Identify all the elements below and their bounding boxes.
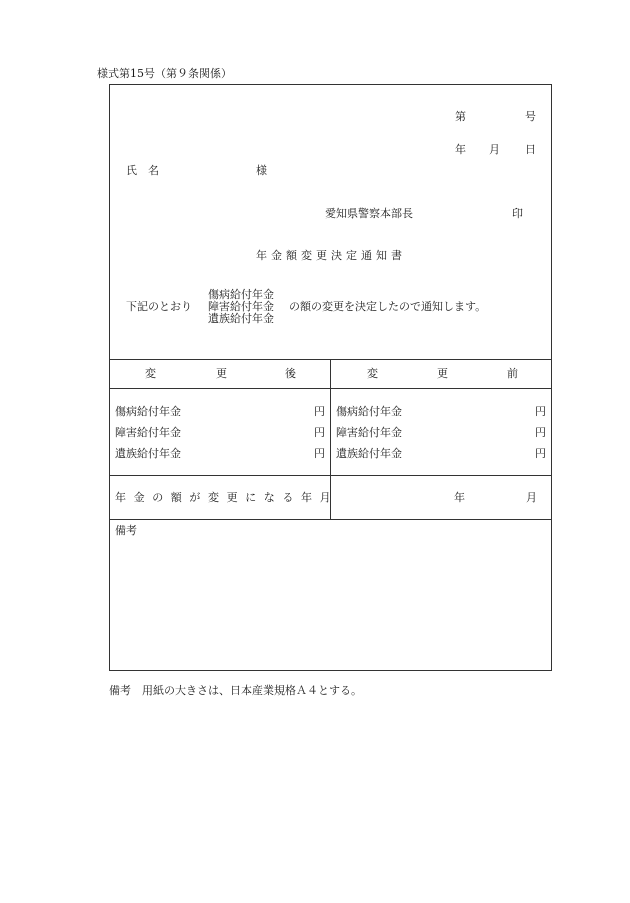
after-row-unit-1: 円 <box>314 405 325 418</box>
form-number: 様式第15号（第９条関係） <box>97 67 232 80</box>
date-day-label: 日 <box>525 143 536 156</box>
number-go-label: 号 <box>525 110 536 123</box>
date-month-label: 月 <box>489 143 500 156</box>
issuer-name: 愛知県警察本部長 <box>325 207 413 220</box>
after-row-unit-2: 円 <box>314 426 325 439</box>
after-heading-3: 後 <box>285 367 296 380</box>
after-row-label-2: 障害給付年金 <box>115 426 181 439</box>
seal-mark: 印 <box>512 207 523 220</box>
notice-prefix: 下記のとおり <box>126 300 192 313</box>
date-year-label: 年 <box>455 143 466 156</box>
change-year-label: 年 <box>454 491 465 504</box>
before-row-unit-1: 円 <box>535 405 546 418</box>
footnote: 備考 用紙の大きさは、日本産業規格Ａ４とする。 <box>109 684 362 697</box>
change-month-label: 月 <box>526 491 537 504</box>
pension-type-2: 障害給付年金 <box>208 300 274 313</box>
before-heading-1: 変 <box>367 367 378 380</box>
before-heading-2: 更 <box>437 367 448 380</box>
number-dai-label: 第 <box>455 110 466 123</box>
before-heading-3: 前 <box>507 367 518 380</box>
before-row-label-3: 遺族給付年金 <box>336 447 402 460</box>
change-date-bottom-line <box>109 519 552 520</box>
recipient-honorific: 様 <box>256 164 267 177</box>
before-row-unit-2: 円 <box>535 426 546 439</box>
after-heading-1: 変 <box>145 367 156 380</box>
pension-type-3: 遺族給付年金 <box>208 312 274 325</box>
after-row-label-3: 遺族給付年金 <box>115 447 181 460</box>
remarks-label: 備考 <box>115 524 137 537</box>
after-row-label-1: 傷病給付年金 <box>115 405 181 418</box>
change-date-label: 年金の額が変更になる年月 <box>115 491 339 504</box>
before-row-label-1: 傷病給付年金 <box>336 405 402 418</box>
before-row-unit-3: 円 <box>535 447 546 460</box>
after-heading-2: 更 <box>216 367 227 380</box>
pension-type-1: 傷病給付年金 <box>208 288 274 301</box>
notice-suffix: の額の変更を決定したので通知します。 <box>289 300 487 313</box>
before-row-label-2: 障害給付年金 <box>336 426 402 439</box>
after-row-unit-3: 円 <box>314 447 325 460</box>
recipient-name-label: 氏 名 <box>126 164 159 177</box>
document-title: 年金額変更決定通知書 <box>256 249 406 262</box>
